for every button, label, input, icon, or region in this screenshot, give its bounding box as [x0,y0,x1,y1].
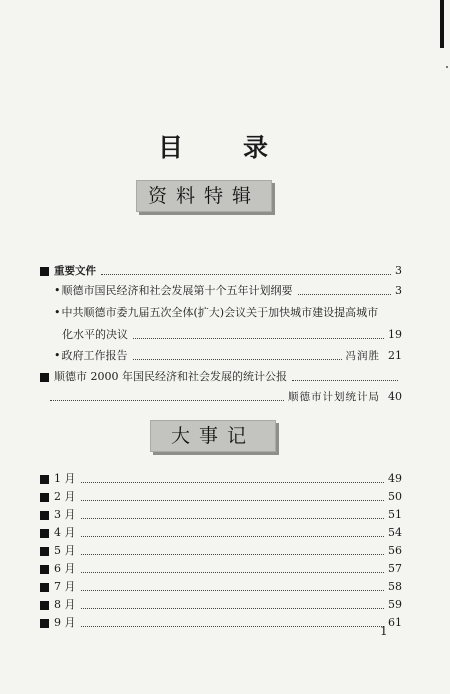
section-banner-chronicle: 大事记 [150,420,276,452]
toc-entry-page: 19 [388,328,402,341]
square-bullet-icon [40,619,49,628]
square-bullet-icon [40,565,49,574]
page-title-char-1: 目 [158,133,184,162]
toc-entry-label: 顺德市国民经济和社会发展第十个五年计划纲要 [61,284,293,297]
toc-entry-page: 58 [388,580,402,593]
dot-bullet-icon: • [54,306,61,319]
square-bullet-icon [40,529,49,538]
square-bullet-icon [40,511,49,520]
page-title [158,128,268,164]
dot-leader [81,482,385,483]
dot-leader [81,554,385,555]
dot-leader [81,500,385,501]
toc-entry-month[interactable] [40,594,402,612]
dot-leader [133,359,342,360]
dot-leader [81,572,385,573]
dot-leader [81,608,385,609]
dot-leader [81,590,385,591]
square-bullet-icon [40,547,49,556]
toc-entry-label: 重要文件 [54,265,96,277]
toc-entry-important-documents[interactable] [40,260,402,278]
toc-entry-month[interactable] [40,504,402,522]
toc-entry-statistical-bulletin[interactable] [40,366,402,384]
toc-entry-page: 40 [388,390,402,403]
toc-entry-page: 3 [395,264,402,277]
toc-entry-page: 61 [388,616,402,629]
toc-entry-page: 21 [388,349,402,362]
toc-entry-label: 2 月 [54,490,76,503]
page-number: 1 [380,624,388,638]
toc-entry-label: 7 月 [54,580,76,593]
dot-leader [298,294,392,295]
toc-entry-label: 5 月 [54,544,76,557]
scan-edge-mark [440,0,444,48]
toc-entry-month[interactable] [40,558,402,576]
toc-entry-five-year-plan[interactable] [40,280,402,298]
toc-entry-month[interactable] [40,522,402,540]
toc-entry-label: 1 月 [54,472,76,485]
toc-entry-page: 51 [388,508,402,521]
toc-entry-label: 政府工作报告 [61,349,128,362]
toc-entry-month[interactable] [40,612,402,630]
toc-entry-party-resolution-cont[interactable] [40,324,402,342]
toc-entry-label: 8 月 [54,598,76,611]
square-bullet-icon [40,601,49,610]
square-bullet-icon [40,373,49,382]
dot-leader [81,626,385,627]
toc-entry-page: 50 [388,490,402,503]
scan-speck [446,66,448,68]
toc-entry-author: 顺德市计划统计局 [288,391,380,403]
dot-bullet-icon: • [54,349,61,362]
dot-leader [81,518,385,519]
dot-leader [133,338,384,339]
dot-leader [81,536,385,537]
toc-entry-label: 3 月 [54,508,76,521]
toc-entry-label: 顺德市 2000 年国民经济和社会发展的统计公报 [54,370,287,383]
toc-entry-page: 49 [388,472,402,485]
toc-entry-label: 化水平的决议 [62,328,128,341]
toc-entry-page: 59 [388,598,402,611]
toc-entry-label: 6 月 [54,562,76,575]
toc-entry-party-resolution[interactable] [40,302,402,320]
toc-entry-label: 中共顺德市委九届五次全体(扩大)会议关于加快城市建设提高城市 [61,306,379,319]
toc-entry-page: 54 [388,526,402,539]
section-banner-special-materials: 资料特辑 [136,180,272,212]
toc-entry-label: 4 月 [54,526,76,539]
square-bullet-icon [40,267,49,276]
toc-entry-page: 56 [388,544,402,557]
toc-entry-statistical-bulletin-cont[interactable] [40,386,402,404]
toc-entry-government-report[interactable] [40,345,402,363]
dot-leader [292,380,398,381]
dot-leader [101,274,391,275]
toc-entry-page: 3 [395,284,402,297]
toc-entry-month[interactable] [40,576,402,594]
dot-bullet-icon: • [54,284,61,297]
toc-entry-label: 9 月 [54,616,76,629]
page-title-char-2: 录 [242,133,268,162]
toc-entry-author: 冯润胜 [345,350,380,362]
square-bullet-icon [40,493,49,502]
toc-entry-month[interactable] [40,486,402,504]
toc-entry-month[interactable] [40,540,402,558]
toc-entry-month[interactable] [40,468,402,486]
toc-entry-page: 57 [388,562,402,575]
dot-leader [50,400,284,401]
square-bullet-icon [40,583,49,592]
square-bullet-icon [40,475,49,484]
